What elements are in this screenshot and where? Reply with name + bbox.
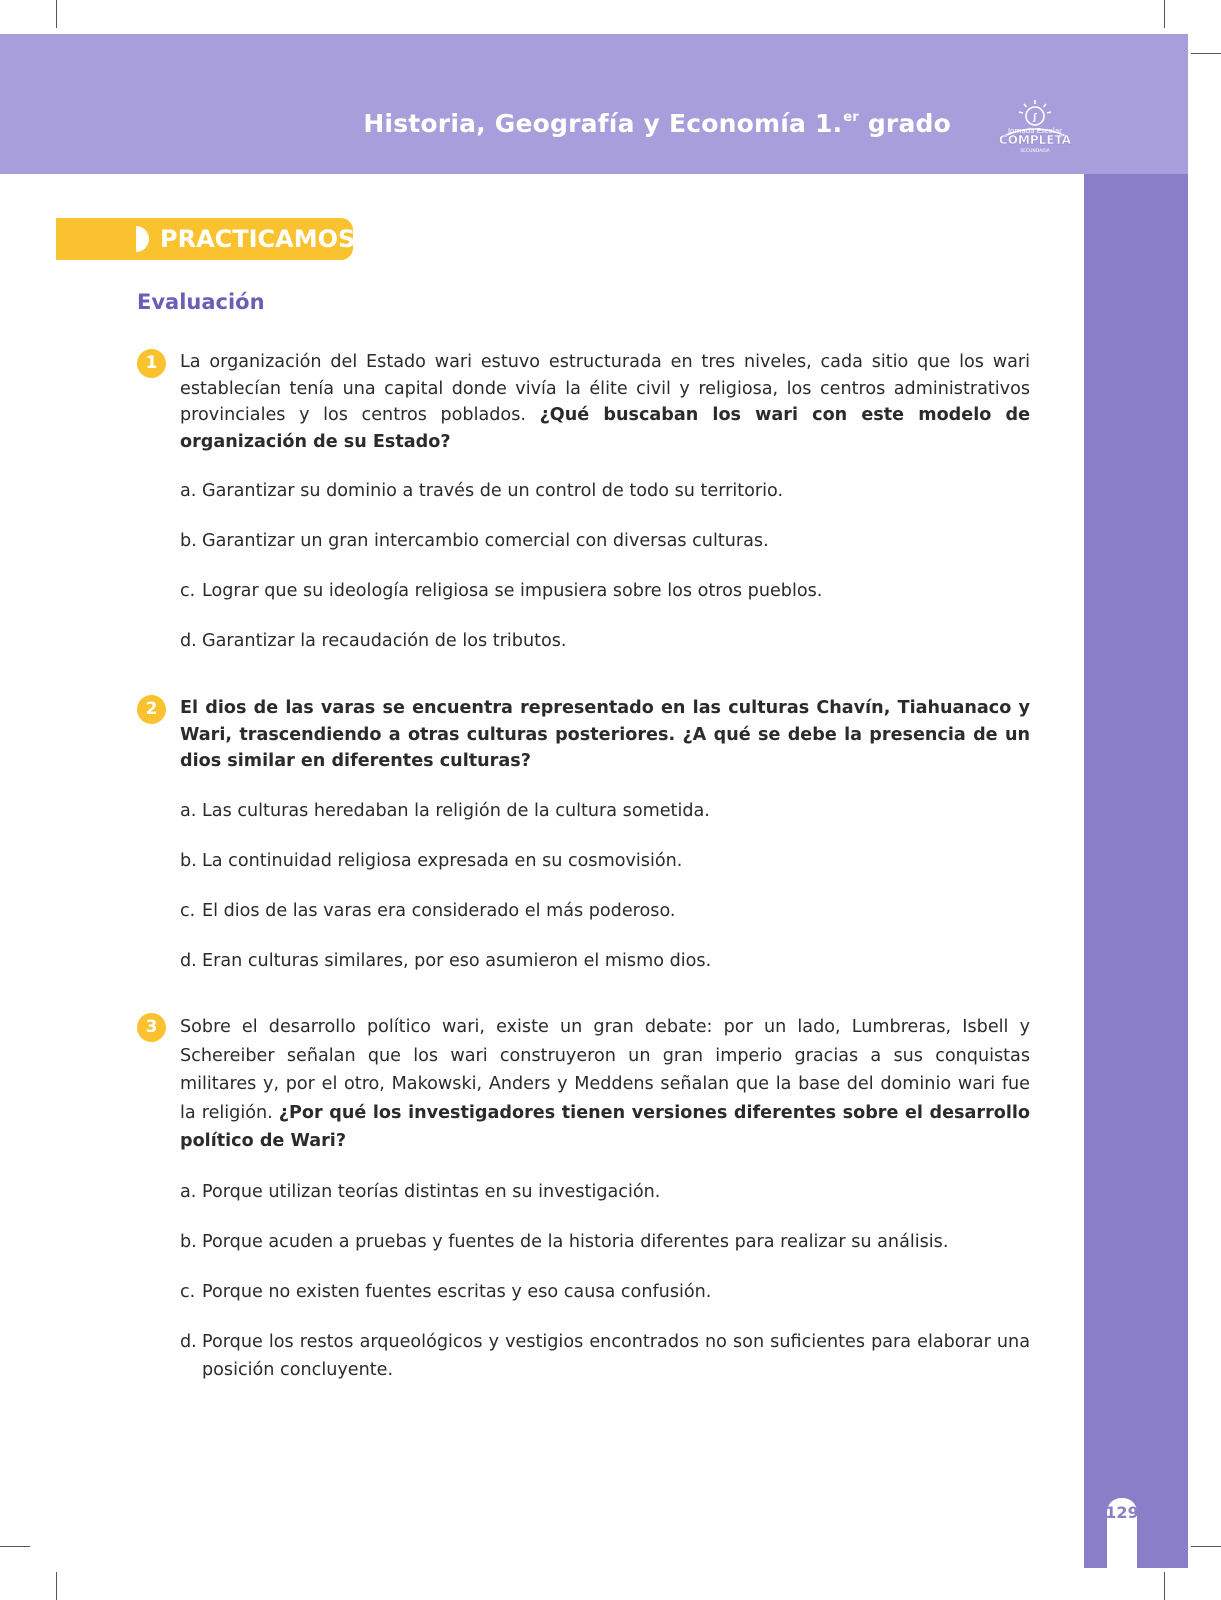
jornada-escolar-completa-logo (994, 98, 1076, 156)
question-number-badge: 3 (137, 1013, 166, 1042)
question-number-badge: 1 (137, 349, 166, 378)
half-circle-icon (136, 226, 149, 252)
crop-mark (1164, 0, 1165, 28)
option-item: b. Porque acuden a pruebas y fuentes de la historia diferentes para realizar su análisis. (180, 1231, 949, 1252)
option-item: d. Garantizar la recaudación de los tributos. (180, 631, 567, 652)
practicamos-label: PRACTICAMOS (160, 225, 356, 253)
page-number: 129 (1105, 1503, 1139, 1522)
section-title: Evaluación (137, 290, 265, 314)
option-item: a. Porque utilizan teorías distintas en su investigación. (180, 1181, 661, 1202)
question-2 (137, 695, 1030, 997)
svg-text:COMPLETA: COMPLETA (998, 133, 1072, 147)
svg-text:SECUNDARIA: SECUNDARIA (1020, 149, 1050, 154)
side-bar (1084, 174, 1188, 1568)
option-item: a. Garantizar su dominio a través de un control de todo su territorio. (180, 481, 784, 502)
practicamos-banner (56, 218, 356, 260)
question-text: Sobre el desarrollo político wari, existe un gran debate: por un lado, Lumbreras, Isbell y Schereiber señalan que los wari construyeron un gran imperio gracias a sus conquistas militares y, por el otro, Makowski, Anders y Meddens señalan que la base del dominio wari fue la religión. ¿Por qué los investigadores tienen versiones diferentes sobre el desarrollo político de Wari? (180, 1017, 1030, 1151)
svg-text:ʃ: ʃ (1033, 113, 1037, 123)
option-item: c. Lograr que su ideología religiosa se impusiera sobre los otros pueblos. (180, 581, 823, 602)
crop-mark (1164, 1572, 1165, 1600)
option-item: c. El dios de las varas era considerado el más poderoso. (180, 900, 676, 921)
crop-mark (56, 1572, 57, 1600)
option-item: c. Porque no existen fuentes escritas y eso causa confusión. (180, 1281, 712, 1302)
option-item: d. Porque los restos arqueológicos y vestigios encontrados no son suficientes para elaborar una posición concluyente. (180, 1331, 1030, 1380)
question-1 (137, 349, 1030, 677)
crop-mark (0, 1546, 30, 1547)
header-title: Historia, Geografía y Economía 1.$^{er}$ grado (363, 109, 951, 138)
option-item: b. La continuidad religiosa expresada en su cosmovisión. (180, 850, 683, 871)
options-list (180, 477, 1030, 655)
options-list (180, 1178, 1030, 1384)
question-text: La organización del Estado wari estuvo estructurada en tres niveles, cada sitio que los wari establecían tenía una capital donde vivía la élite civil y religiosa, los centros administrativos provinciales y los centros poblados. ¿Qué buscaban los wari con este modelo de organización de su Estado? (180, 352, 1030, 452)
crop-mark (1191, 1546, 1221, 1547)
option-item: b. Garantizar un gran intercambio comercial con diversas culturas. (180, 531, 769, 552)
options-list (180, 797, 1030, 975)
option-item: d. Eran culturas similares, por eso asumieron el mismo dios. (180, 950, 712, 971)
crop-mark (1191, 53, 1221, 54)
crop-mark (56, 0, 57, 28)
question-3 (137, 1013, 1030, 1406)
option-item: a. Las culturas heredaban la religión de la cultura sometida. (180, 800, 710, 821)
svg-text:Jornada Escolar: Jornada Escolar (1007, 127, 1063, 135)
question-text: El dios de las varas se encuentra representado en las culturas Chavín, Tiahuanaco y Wari, trascendiendo a otras culturas posteriores. ¿A qué se debe la presencia de un dios similar en diferentes culturas? (180, 698, 1030, 772)
question-number-badge: 2 (137, 695, 166, 724)
